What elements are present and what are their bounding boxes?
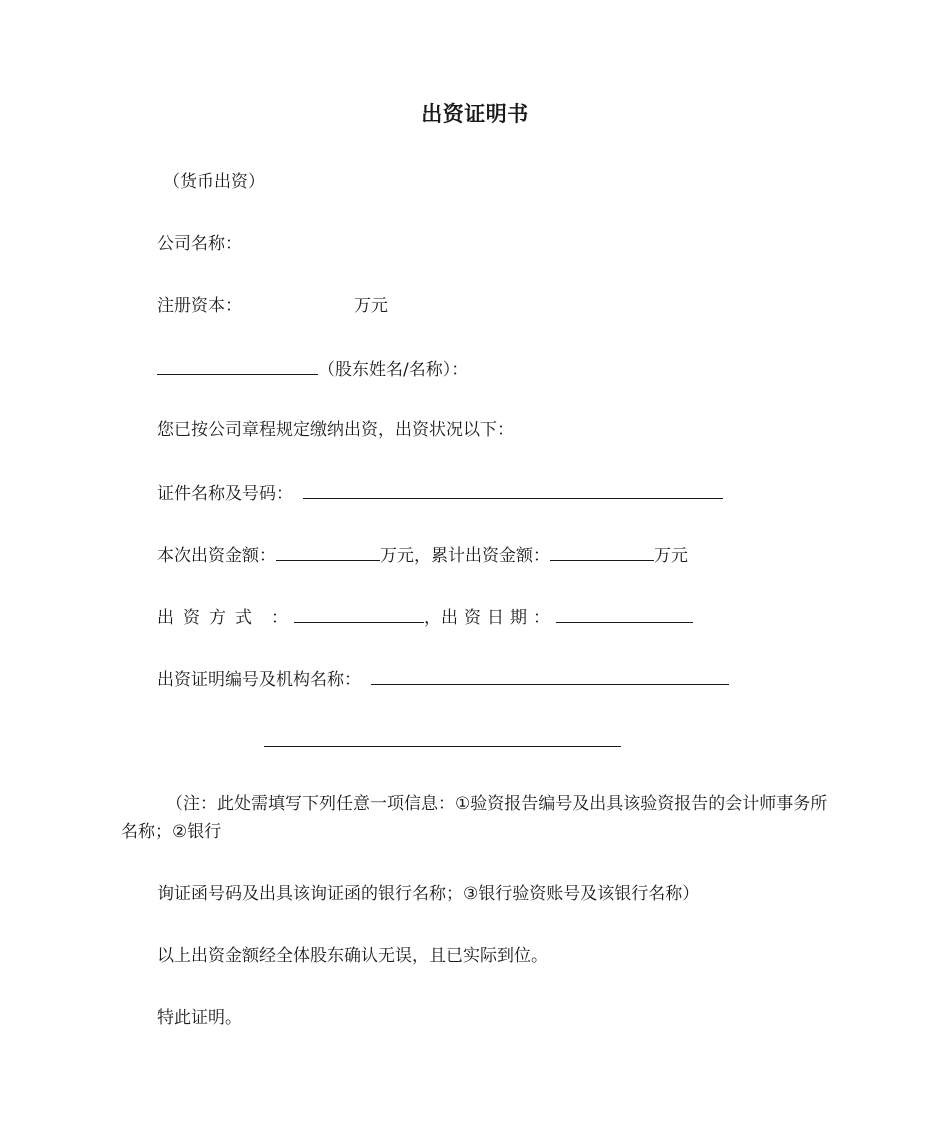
date-label: 出资日期： [441, 608, 556, 628]
company-name-label: 公司名称： [157, 234, 242, 254]
amount-field[interactable] [276, 542, 380, 561]
intro-text: 您已按公司章程规定缴纳出资，出资状况以下： [157, 420, 514, 440]
method-row [157, 604, 693, 630]
cumulative-unit: 万元 [654, 546, 688, 566]
amount-row [157, 542, 688, 568]
shareholder-row [157, 356, 468, 382]
id-label: 证件名称及号码： [157, 484, 293, 504]
closing-text: 特此证明。 [157, 1008, 242, 1028]
amount-label: 本次出资金额： [157, 546, 276, 566]
date-field[interactable] [556, 604, 693, 623]
company-name-row [157, 232, 242, 256]
registered-capital-row [157, 294, 388, 318]
certificate-field-continued[interactable] [264, 728, 621, 747]
cumulative-label: 累计出资金额： [431, 546, 550, 566]
shareholder-name-field[interactable] [157, 356, 318, 375]
registered-capital-unit: 万元 [354, 296, 388, 316]
certificate-row [157, 666, 729, 692]
document-title: 出资证明书 [421, 102, 529, 126]
registered-capital-label: 注册资本： [157, 296, 242, 316]
method-field[interactable] [294, 604, 424, 623]
shareholder-label: （股东姓名/名称）： [318, 360, 469, 380]
id-row [157, 480, 723, 506]
subtitle: （货币出资） [163, 172, 265, 192]
note-paragraph: （注：此处需填写下列任意一项信息：①验资报告编号及出具该验资报告的会计师事务所名称；②银行 [121, 794, 828, 842]
confirmation-text: 以上出资金额经全体股东确认无误，且已实际到位。 [157, 946, 548, 966]
method-colon: ： [271, 608, 288, 628]
certificate-field[interactable] [371, 666, 729, 685]
amount-unit: 万元， [380, 546, 431, 566]
id-field[interactable] [303, 480, 723, 499]
date-separator: ， [424, 608, 441, 628]
certificate-continuation-row [264, 728, 621, 754]
cumulative-field[interactable] [550, 542, 654, 561]
method-label: 出资方式 [157, 608, 261, 628]
note-continuation: 询证函号码及出具该询证函的银行名称；③银行验资账号及该银行名称） [157, 884, 700, 904]
certificate-label: 出资证明编号及机构名称： [157, 670, 361, 690]
